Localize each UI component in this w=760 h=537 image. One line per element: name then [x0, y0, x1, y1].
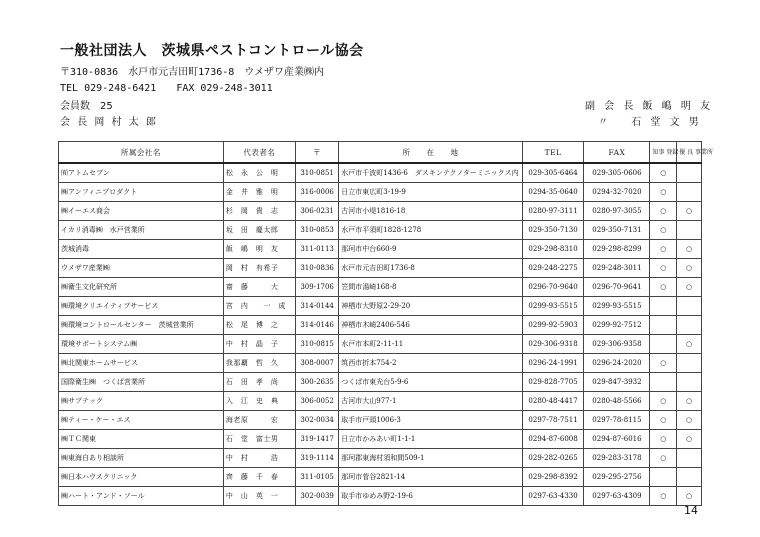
table-row: [59, 468, 702, 487]
company-cell: 環境サポートシステム㈱: [59, 335, 224, 354]
tel-cell: 0299-93-5515: [522, 297, 584, 316]
tel-cell: 0297-63-4330: [522, 487, 584, 506]
excellent-cell: ○: [677, 202, 702, 221]
zip-cell: 302-0034: [295, 411, 338, 430]
fax-cell: 0299-92-7512: [584, 316, 650, 335]
header-rep: 代表者名: [223, 142, 295, 164]
tel-cell: 0280-97-3111: [522, 202, 584, 221]
tel-cell: 029-248-2275: [522, 259, 584, 278]
fax-cell: 029-298-8299: [584, 240, 650, 259]
tel-cell: 0296-70-9640: [522, 278, 584, 297]
company-cell: ㈱東海白あり相談所: [59, 449, 224, 468]
company-cell: ㈱環境コントロールセンター 茨城営業所: [59, 316, 224, 335]
zip-cell: 308-0007: [295, 354, 338, 373]
association-address: 〒310-0836 水戸市元吉田町1736-8 ウメザワ産業㈱内: [60, 67, 324, 78]
representative-cell: 中 村 晶 子: [223, 335, 295, 354]
tel-cell: 0296-24-1991: [522, 354, 584, 373]
zip-cell: 310-0853: [295, 221, 338, 240]
table-row: [59, 221, 702, 240]
table-row: [59, 316, 702, 335]
header-registration: 知事 登録: [650, 142, 677, 164]
address-cell: つくば市東光台5-9-6: [339, 373, 522, 392]
zip-cell: 319-1114: [295, 449, 338, 468]
fax-cell: 029-283-3178: [584, 449, 650, 468]
company-cell: ㈱サブテック: [59, 392, 224, 411]
representative-cell: 齋 藤 大: [223, 278, 295, 297]
member-count: 会員数 25: [60, 101, 113, 112]
association-contact: TEL 029-248-6421 FAX 029-248-3011: [60, 83, 273, 94]
representative-cell: 我那覇 哲 久: [223, 354, 295, 373]
representative-cell: 石 田 孝 尚: [223, 373, 295, 392]
company-cell: ㈱環境クリエイティブサービス: [59, 297, 224, 316]
company-cell: イカリ消毒㈱ 水戸営業所: [59, 221, 224, 240]
registration-cell: ○: [650, 183, 677, 202]
address-cell: 那珂市中台660-9: [339, 240, 522, 259]
address-cell: 那珂市菅谷2821-14: [339, 468, 522, 487]
fax-cell: 0294-32-7020: [584, 183, 650, 202]
representative-cell: 飯 嶋 明 友: [223, 240, 295, 259]
registration-cell: [650, 468, 677, 487]
registration-cell: ○: [650, 259, 677, 278]
registration-cell: ○: [650, 354, 677, 373]
representative-cell: 岡 村 有希子: [223, 259, 295, 278]
address-cell: 水戸市千波町1436-6 ダスキンテクノターミニックス内: [339, 163, 522, 183]
excellent-cell: ○: [677, 259, 702, 278]
representative-cell: 中 村 浩: [223, 449, 295, 468]
company-cell: ㈱ハート・アンド・ソール: [59, 487, 224, 506]
zip-cell: 316-0006: [295, 183, 338, 202]
address-cell: 取手市ゆめみ野2-19-6: [339, 487, 522, 506]
company-cell: ㈱日本ハウスクリニック: [59, 468, 224, 487]
excellent-cell: [677, 297, 702, 316]
representative-cell: 杉 岡 貴 志: [223, 202, 295, 221]
table-row: [59, 240, 702, 259]
tel-cell: 0299-92-5903: [522, 316, 584, 335]
page-number: 14: [684, 504, 698, 517]
fax-cell: 0297-63-4309: [584, 487, 650, 506]
header-company: 所属会社名: [59, 142, 224, 164]
fax-cell: 0294-87-6016: [584, 430, 650, 449]
table-row: [59, 449, 702, 468]
table-row: [59, 354, 702, 373]
zip-cell: 311-0105: [295, 468, 338, 487]
tel-cell: 029-828-7705: [522, 373, 584, 392]
excellent-cell: ○: [677, 240, 702, 259]
registration-cell: ○: [650, 163, 677, 183]
registration-cell: ○: [650, 430, 677, 449]
table-row: [59, 392, 702, 411]
excellent-cell: [677, 354, 702, 373]
table-body: [59, 163, 702, 506]
zip-cell: 306-0231: [295, 202, 338, 221]
tel-cell: 0280-48-4417: [522, 392, 584, 411]
table-row: [59, 487, 702, 506]
zip-cell: 314-0146: [295, 316, 338, 335]
address-cell: 神栖市大野原2-29-20: [339, 297, 522, 316]
representative-cell: 中 山 英 一: [223, 487, 295, 506]
vice-president-2: [598, 113, 702, 128]
tel-cell: 0294-87-6008: [522, 430, 584, 449]
zip-cell: 310-0836: [295, 259, 338, 278]
table-row: [59, 183, 702, 202]
table-row: [59, 430, 702, 449]
fax-cell: 029-305-0606: [584, 163, 650, 183]
vice-president: 副 会 長 飯 嶋 明 友: [585, 101, 714, 112]
registration-cell: ○: [650, 411, 677, 430]
fax-cell: 0296-24-2020: [584, 354, 650, 373]
registration-cell: [650, 373, 677, 392]
representative-cell: 坂 田 慶太郎: [223, 221, 295, 240]
address-cell: 水戸市平須町1828-1278: [339, 221, 522, 240]
tel-cell: 0294-35-0640: [522, 183, 584, 202]
company-cell: ㈲アトムセブン: [59, 163, 224, 183]
fax-cell: 029-295-2756: [584, 468, 650, 487]
registration-cell: ○: [650, 449, 677, 468]
excellent-cell: [677, 316, 702, 335]
company-cell: ㈱イーエス商会: [59, 202, 224, 221]
address-cell: 筑西市折本754-2: [339, 354, 522, 373]
table-row: [59, 278, 702, 297]
zip-cell: 309-1706: [295, 278, 338, 297]
excellent-cell: ○: [677, 335, 702, 354]
company-cell: ウメザワ産業㈱: [59, 259, 224, 278]
zip-cell: 314-0144: [295, 297, 338, 316]
zip-cell: 300-2635: [295, 373, 338, 392]
excellent-cell: [677, 449, 702, 468]
representative-cell: 石 堂 富士男: [223, 430, 295, 449]
address-cell: 笠間市湯崎168-8: [339, 278, 522, 297]
ditto-mark: 〃: [598, 117, 611, 128]
excellent-cell: ○: [677, 278, 702, 297]
excellent-cell: [677, 221, 702, 240]
header-excellent: 優 良 事業所: [677, 142, 702, 164]
representative-cell: 金 井 雅 明: [223, 183, 295, 202]
representative-cell: 海老原 宏: [223, 411, 295, 430]
excellent-cell: ○: [677, 392, 702, 411]
fax-cell: 0296-70-9641: [584, 278, 650, 297]
zip-cell: 310-0851: [295, 163, 338, 183]
tel-cell: 0297-78-7511: [522, 411, 584, 430]
excellent-cell: [677, 183, 702, 202]
excellent-cell: [677, 373, 702, 392]
fax-cell: 0297-78-8115: [584, 411, 650, 430]
address-cell: 古河市小堤1816-18: [339, 202, 522, 221]
zip-cell: 310-0815: [295, 335, 338, 354]
registration-cell: [650, 297, 677, 316]
table-row: [59, 259, 702, 278]
page-title: 一般社団法人 茨城県ペストコントロール協会: [60, 43, 364, 59]
address-cell: 日立市かみあい町1-1-1: [339, 430, 522, 449]
fax-cell: 029-306-9358: [584, 335, 650, 354]
table-row: [59, 163, 702, 183]
zip-cell: 306-0052: [295, 392, 338, 411]
tel-cell: 029-282-0265: [522, 449, 584, 468]
header-tel: TEL: [522, 142, 584, 164]
address-cell: 日立市東広町3-19-9: [339, 183, 522, 202]
company-cell: ㈱アンフィニプロダクト: [59, 183, 224, 202]
representative-cell: 松 永 公 明: [223, 163, 295, 183]
tel-cell: 029-350-7130: [522, 221, 584, 240]
table-header-row: [59, 142, 702, 164]
address-cell: 那珂郡東海村須和間509-1: [339, 449, 522, 468]
table-row: [59, 411, 702, 430]
excellent-cell: ○: [677, 411, 702, 430]
excellent-cell: [677, 468, 702, 487]
table-row: [59, 335, 702, 354]
header-zip: 〒: [295, 142, 338, 164]
representative-cell: 齊 藤 千 春: [223, 468, 295, 487]
address-cell: 水戸市元吉田町1736-8: [339, 259, 522, 278]
table-row: [59, 297, 702, 316]
fax-cell: 0299-93-5515: [584, 297, 650, 316]
registration-cell: [650, 316, 677, 335]
excellent-cell: [677, 163, 702, 183]
member-table: [58, 141, 714, 506]
header-address: 所 在 地: [339, 142, 522, 164]
registration-cell: ○: [650, 202, 677, 221]
president: 会 長 岡 村 太 郎: [60, 117, 158, 128]
registration-cell: ○: [650, 487, 677, 506]
address-cell: 神栖市木崎2406-546: [339, 316, 522, 335]
company-cell: ㈱北関東ホームサービス: [59, 354, 224, 373]
excellent-cell: ○: [677, 487, 702, 506]
tel-cell: 029-306-9318: [522, 335, 584, 354]
registration-cell: ○: [650, 221, 677, 240]
zip-cell: 302-0039: [295, 487, 338, 506]
registration-cell: ○: [650, 278, 677, 297]
zip-cell: 311-0113: [295, 240, 338, 259]
address-cell: 古河市大山977-1: [339, 392, 522, 411]
company-cell: ㈱ティー・ケー・エス: [59, 411, 224, 430]
company-cell: 茨城消毒: [59, 240, 224, 259]
header-fax: FAX: [584, 142, 650, 164]
fax-cell: 029-350-7131: [584, 221, 650, 240]
zip-cell: 319-1417: [295, 430, 338, 449]
vice-president-2-name: 石 堂 文 男: [631, 117, 702, 128]
registration-cell: ○: [650, 240, 677, 259]
representative-cell: 入 江 史 典: [223, 392, 295, 411]
tel-cell: 029-305-6464: [522, 163, 584, 183]
representative-cell: 松 尾 博 之: [223, 316, 295, 335]
company-cell: ㈱ＴＣ関東: [59, 430, 224, 449]
fax-cell: 0280-48-5566: [584, 392, 650, 411]
address-cell: 水戸市本町2-11-11: [339, 335, 522, 354]
tel-cell: 029-298-8310: [522, 240, 584, 259]
excellent-cell: ○: [677, 430, 702, 449]
fax-cell: 029-248-3011: [584, 259, 650, 278]
fax-cell: 029-847-3932: [584, 373, 650, 392]
table-row: [59, 202, 702, 221]
registration-cell: [650, 335, 677, 354]
representative-cell: 宮 内 一 成: [223, 297, 295, 316]
company-cell: 国際衛生㈱ つくば営業所: [59, 373, 224, 392]
registration-cell: ○: [650, 392, 677, 411]
company-cell: ㈱衛生文化研究所: [59, 278, 224, 297]
tel-cell: 029-298-8392: [522, 468, 584, 487]
fax-cell: 0280-97-3055: [584, 202, 650, 221]
address-cell: 取手市戸頭1006-3: [339, 411, 522, 430]
table-row: [59, 373, 702, 392]
